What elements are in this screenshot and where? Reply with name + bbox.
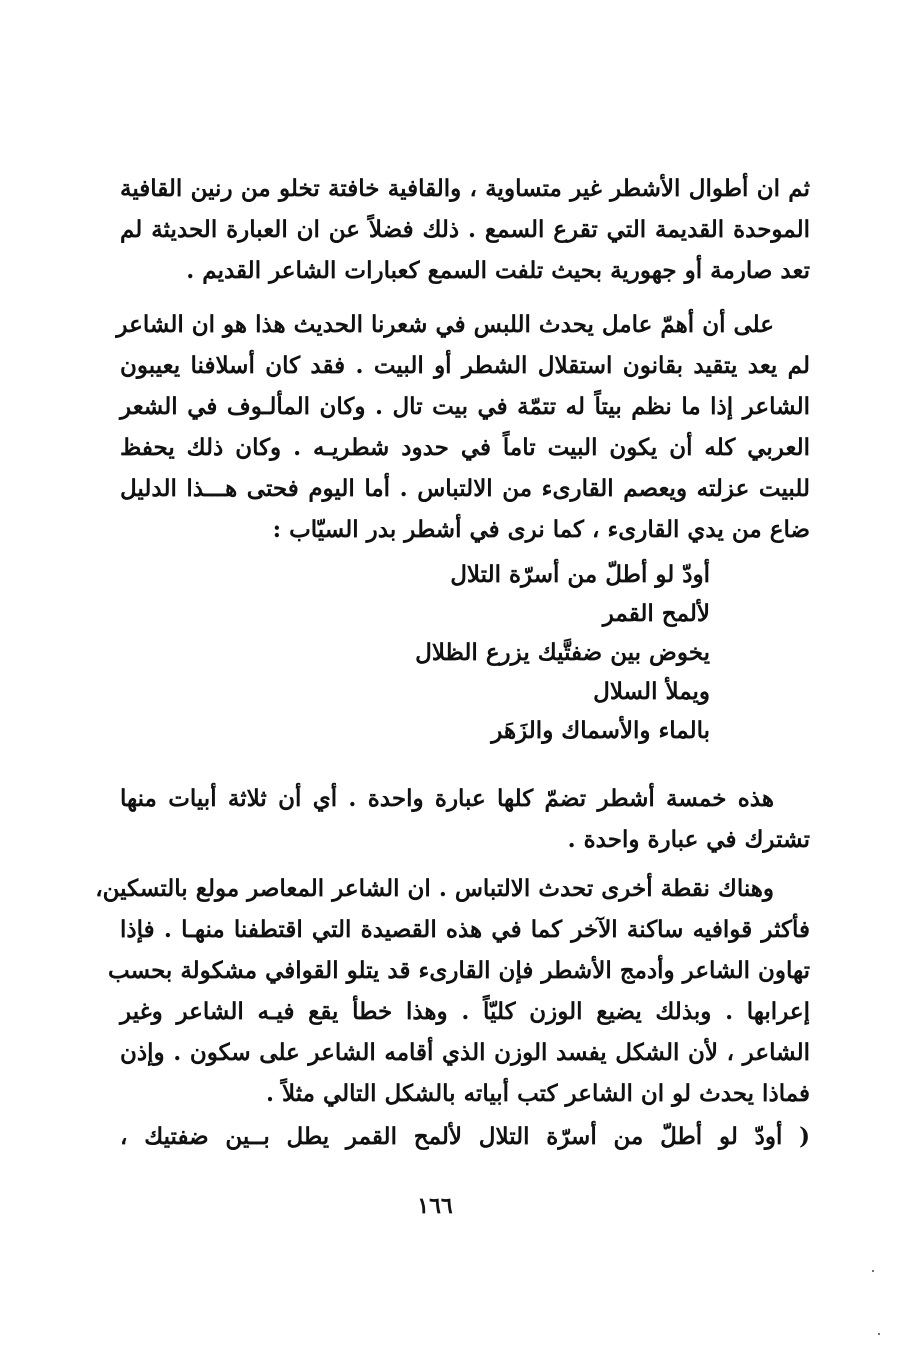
text-line: هذه خمسة أشطر تضمّ كلها عبارة واحدة . أي أن ثلاثة أبيات منها (120, 785, 774, 812)
poem-verse: بالماء والأسماك والزَهَر (491, 717, 710, 744)
text-line: الشاعر إذا ما نظم بيتاً له تتمّة في بيت تال . وكان المألـوف في الشعر (120, 393, 810, 420)
text-line: تعد صارمة أو جهورية بحيث تلفت السمع كعبارات الشاعر القديم . (186, 257, 810, 284)
text-line: ثم ان أطوال الأشطر غير متساوية ، والقافية خافتة تخلو من رنين القافية (120, 175, 810, 202)
text-line: لم يعد يتقيد بقانون استقلال الشطر أو البيت . فقد كان أسلافنا يعيبون (120, 352, 810, 379)
text-line: إعرابها . وبذلك يضيع الوزن كليّاً . وهذا خطأ يقع فيـه الشاعر وغير (120, 998, 810, 1025)
text-line: فماذا يحدث لو ان الشاعر كتب أبياته بالشكل التالي مثلاً . (265, 1080, 810, 1107)
paragraph-1 (120, 168, 810, 291)
text-line: ضاع من يدي القارىء ، كما نرى في أشطر بدر السيّاب : (272, 516, 810, 543)
text-line: تشترك في عبارة واحدة . (567, 826, 810, 853)
text-line: للبيت عزلته ويعصم القارىء من الالتباس . أما اليوم فحتى هـــذا الدليل (120, 475, 810, 502)
scan-speck (872, 1270, 874, 1272)
text-line: تهاون الشاعر وأدمج الأشطر فإن القارىء قد يتلو القوافي مشكولة بحسب (107, 957, 810, 984)
page-number: ١٦٦ (417, 1193, 453, 1219)
text-line: وهناك نقطة أخرى تحدث الالتباس . ان الشاعر المعاصر مولع بالتسكين، (95, 875, 774, 902)
paragraph-4 (95, 868, 810, 1157)
poem-verse: أودّ لو أطلّ من أسرّة التلال (450, 561, 710, 588)
text-line: على أن أهمّ عامل يحدث اللبس في شعرنا الحديث هذا هو ان الشاعر (116, 311, 774, 338)
text-line: العربي كله أن يكون البيت تاماً في حدود شطريـه . وكان ذلك يحفظ (120, 434, 810, 461)
text-line: الموحدة القديمة التي تقرع السمع . ذلك فضلاً عن ان العبارة الحديثة لم (120, 216, 810, 243)
scan-speck (878, 1333, 880, 1335)
text-line: ( أودّ لو أطلّ من أسرّة التلال لألمح القمر يطل بــين ضفتيك ، (120, 1123, 810, 1150)
poem-verse: ويملأ السلال (593, 678, 710, 705)
paragraph-2 (116, 304, 810, 550)
text-line: فأكثر قوافيه ساكنة الآخر كما في هذه القصيدة التي اقتطفنا منهـا . فإذا (120, 916, 810, 943)
text-line: الشاعر ، لأن الشكل يفسد الوزن الذي أقامه الشاعر على سكون . وإذن (120, 1039, 810, 1066)
poem-verse: يخوض بين ضفتَّيك يزرع الظلال (415, 639, 710, 666)
poem-verse: لألمح القمر (602, 600, 710, 627)
paragraph-3 (120, 778, 810, 860)
poem-quotation (360, 555, 710, 750)
